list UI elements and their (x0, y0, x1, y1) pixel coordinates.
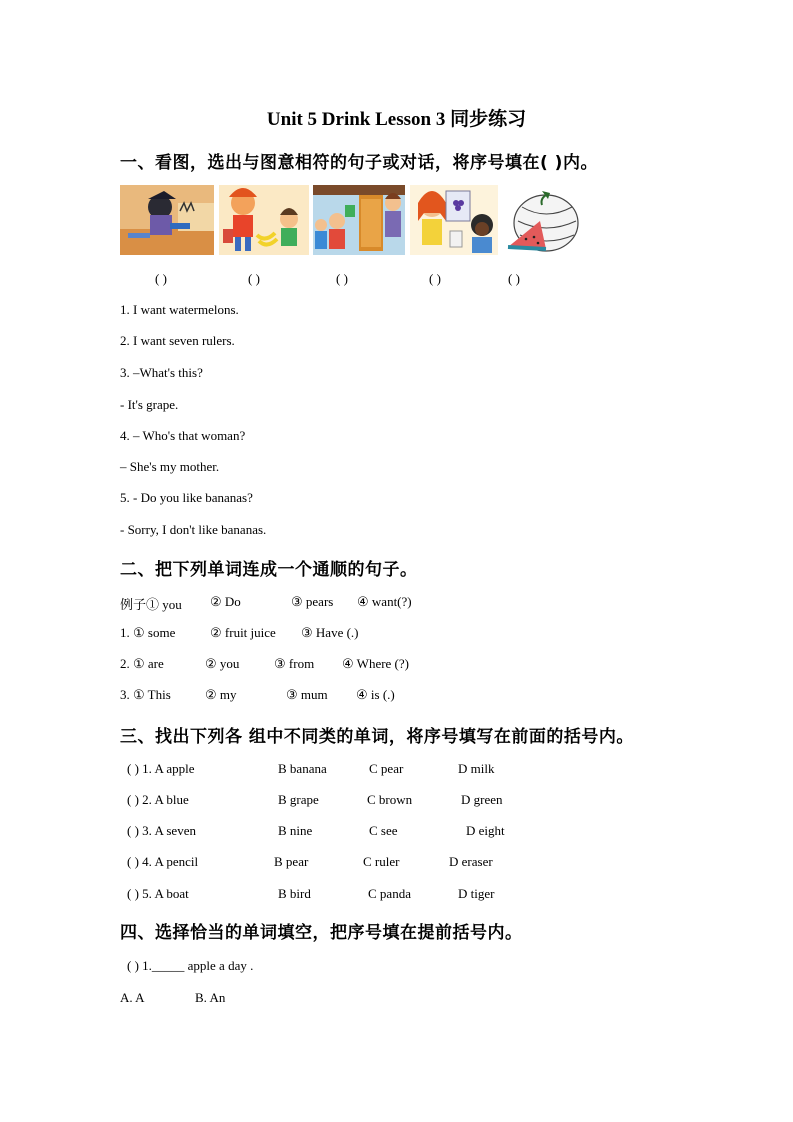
choice-b: B bird (278, 886, 311, 901)
word-option: ④ Where (?) (342, 656, 409, 671)
word-option: 1. ① some (120, 625, 176, 640)
question-stem: ( ) 2. A blue (127, 792, 189, 807)
word-option: ④ want(?) (357, 594, 412, 609)
list-item: 2. I want seven rulers. (120, 333, 235, 348)
list-item: 5. - Do you like bananas? (120, 490, 253, 505)
choice-d: D eight (466, 823, 505, 838)
choice-d: D eraser (449, 854, 493, 869)
choice-c: C pear (369, 761, 404, 776)
choice-c: C ruler (363, 854, 400, 869)
question-stem: ( ) 5. A boat (127, 886, 189, 901)
question-stem: ( ) 1. A apple (127, 761, 195, 776)
choice-d: D tiger (458, 886, 495, 901)
word-option: ② my (205, 687, 237, 702)
choice-c: C panda (368, 886, 411, 901)
list-item: 4. – Who's that woman? (120, 428, 246, 443)
question-stem: ( ) 3. A seven (127, 823, 196, 838)
choice-c: C see (369, 823, 398, 838)
word-option: ② Do (210, 594, 241, 609)
section-1-heading: 一、看图，选出与图意相符的句子或对话，将序号填在( )内。 (120, 153, 598, 173)
section-2-heading: 二、把下列单词连成一个通顺的句子。 (120, 560, 418, 580)
word-option: ② fruit juice (210, 625, 276, 640)
picture-4 (410, 185, 498, 255)
answer-blank-4[interactable]: ( ) (429, 271, 441, 286)
choice-c: C brown (367, 792, 413, 807)
word-option: ③ Have (.) (301, 625, 359, 640)
word-option: ③ mum (286, 687, 328, 702)
list-item: 1. I want watermelons. (120, 302, 239, 317)
answer-blank-5[interactable]: ( ) (508, 271, 520, 286)
list-item: – She's my mother. (120, 459, 220, 474)
list-item: - It's grape. (120, 397, 179, 412)
choice-d: D green (461, 792, 503, 807)
choice-b: B grape (278, 792, 319, 807)
word-option: 3. ① This (120, 687, 171, 702)
section-4-heading: 四、选择恰当的单词填空，把序号填在提前括号内。 (120, 923, 523, 943)
fill-blank-question: ( ) 1._____ apple a day . (127, 958, 254, 973)
list-item: - Sorry, I don't like bananas. (120, 522, 267, 537)
picture-1 (120, 185, 214, 255)
choice-d: D milk (458, 761, 495, 776)
word-option: ④ is (.) (356, 687, 395, 702)
answer-blank-3[interactable]: ( ) (336, 271, 348, 286)
word-option: ② you (205, 656, 240, 671)
picture-2 (219, 185, 309, 255)
question-stem: ( ) 4. A pencil (127, 854, 199, 869)
answer-blank-2[interactable]: ( ) (248, 271, 260, 286)
picture-5 (502, 185, 582, 255)
section-3-heading: 三、找出下列各 组中不同类的单词，将序号填写在前面的括号内。 (120, 727, 634, 747)
choice-b: B nine (278, 823, 313, 838)
page-title: Unit 5 Drink Lesson 3 同步练习 (266, 109, 527, 130)
word-option: ③ from (274, 656, 315, 671)
choice-b: B pear (274, 854, 309, 869)
option-b: B. An (195, 990, 226, 1005)
option-a: A. A (120, 990, 145, 1005)
picture-3 (313, 185, 405, 255)
word-option: 2. ① are (120, 656, 164, 671)
list-item: 3. –What's this? (120, 365, 203, 380)
choice-b: B banana (278, 761, 327, 776)
word-option: ③ pears (291, 594, 334, 609)
word-option: 例子① you (120, 597, 182, 612)
answer-blank-1[interactable]: ( ) (155, 271, 167, 286)
